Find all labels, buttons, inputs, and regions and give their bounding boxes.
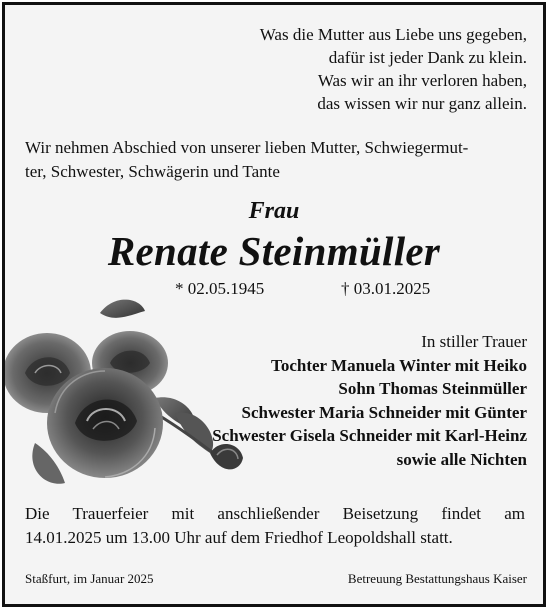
poem-line: Was die Mutter aus Liebe uns gegeben, xyxy=(259,25,527,44)
mourners-lead: In stiller Trauer xyxy=(421,332,527,351)
poem-line: Was wir an ihr verloren haben, xyxy=(317,71,527,90)
poem-line: dafür ist jeder Dank zu klein. xyxy=(328,48,527,67)
mourners xyxy=(212,330,527,471)
salutation: Frau xyxy=(248,198,300,224)
intro-line: Wir nehmen Abschied von unserer lieben Mutter, Schwiegermut- xyxy=(25,138,469,157)
death-date: † 03.01.2025 xyxy=(341,279,431,298)
place-date: Staßfurt, im Januar 2025 xyxy=(25,571,154,586)
funeral-info xyxy=(25,502,525,550)
intro-line: ter, Schwester, Schwägerin und Tante xyxy=(25,162,280,181)
funeral-line: Die Trauerfeier mit anschließender Beisetzung findet am xyxy=(25,504,525,523)
mourner-name: Sohn Thomas Steinmüller xyxy=(338,379,527,398)
intro-text xyxy=(25,136,530,184)
poem xyxy=(260,23,527,115)
mourner-name: sowie alle Nichten xyxy=(396,449,527,469)
poem-line: das wissen wir nur ganz allein. xyxy=(317,94,527,113)
deceased-name: Renate Steinmüller xyxy=(107,228,441,274)
birth-date: * 02.05.1945 xyxy=(175,279,265,298)
funeral-line: 14.01.2025 um 13.00 Uhr auf dem Friedhof Leopoldshall statt. xyxy=(25,528,453,547)
undertaker: Betreuung Bestattungshaus Kaiser xyxy=(347,571,527,586)
mourner-name: Schwester Maria Schneider mit Günter xyxy=(241,402,527,422)
mourner-name: Schwester Gisela Schneider mit Karl-Heinz xyxy=(212,426,527,445)
mourner-name: Tochter Manuela Winter mit Heiko xyxy=(271,355,527,375)
obituary-notice xyxy=(2,2,546,607)
